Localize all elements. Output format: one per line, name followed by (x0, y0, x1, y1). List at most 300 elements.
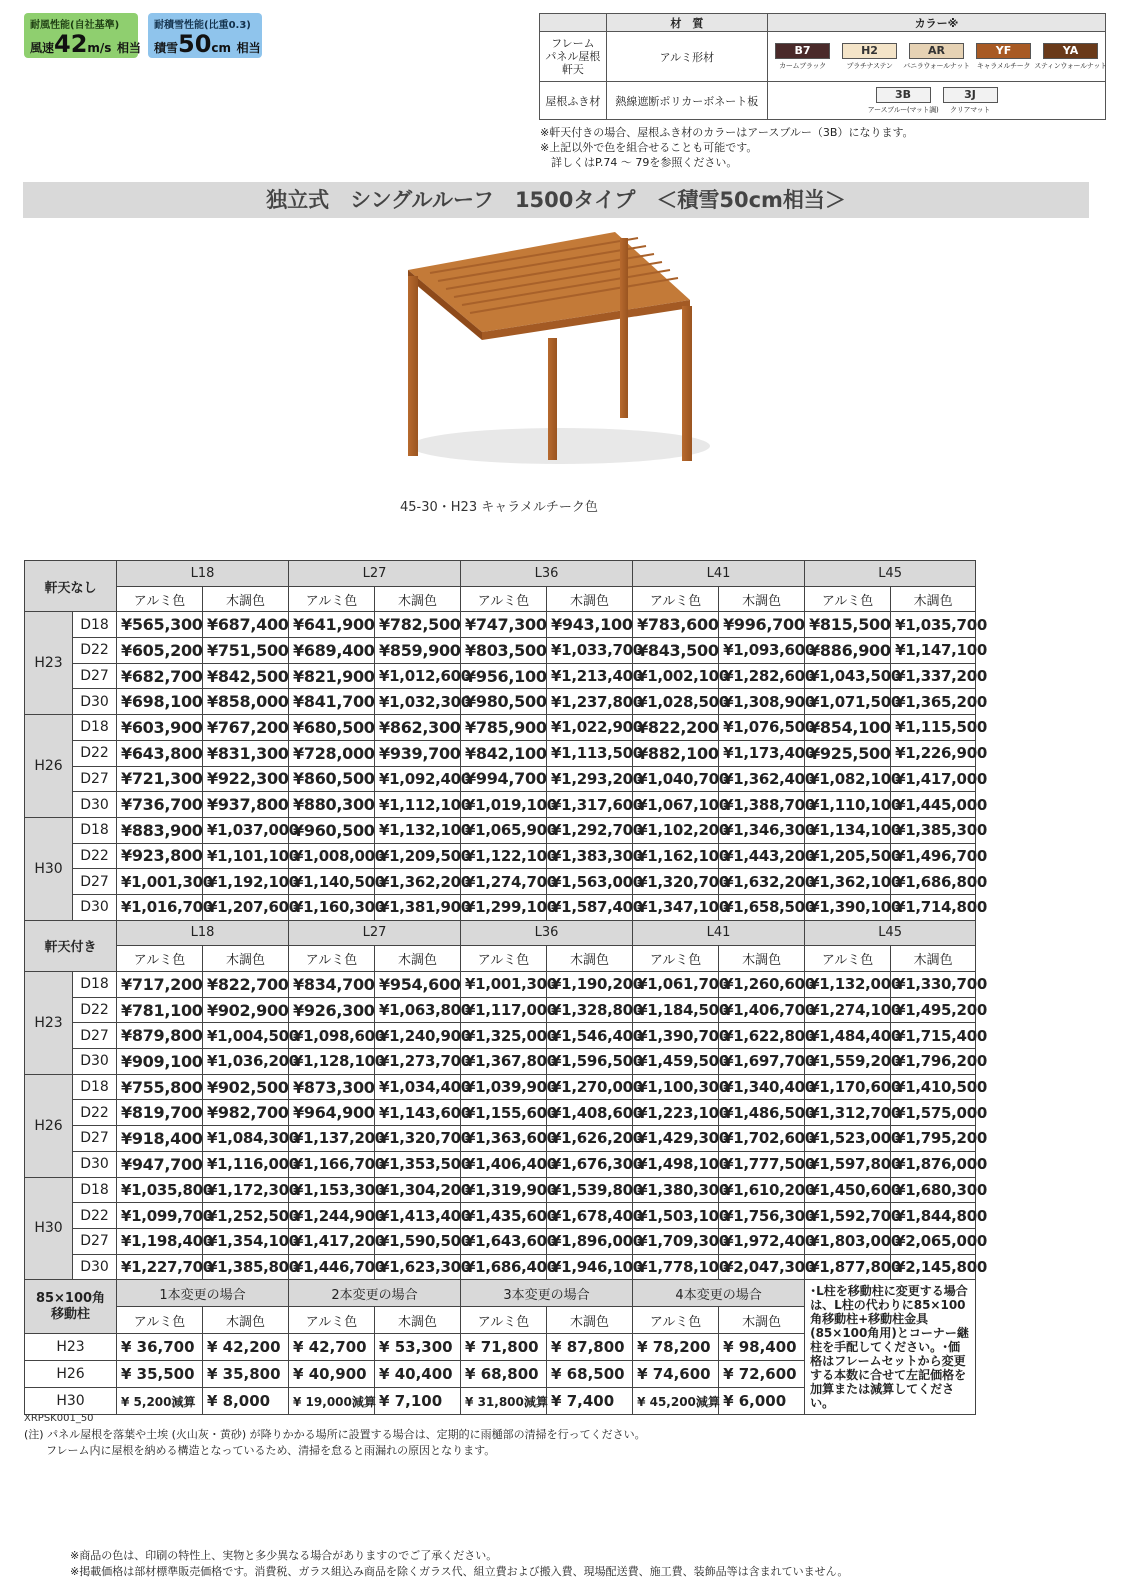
price-cell: ¥815,500 (805, 612, 891, 638)
price-cell: ¥781,100 (117, 997, 203, 1023)
price-cell: ¥605,200 (117, 638, 203, 664)
price-cell: ¥1,596,500 (547, 1049, 633, 1075)
price-cell: ¥717,200 (117, 972, 203, 998)
price-cell: ¥943,100 (547, 612, 633, 638)
price-cell: ¥1,417,200 (289, 1228, 375, 1254)
price-cell: ¥1,092,400 (375, 766, 461, 792)
moving-post-note: ･L柱を移動柱に変更する場合は、L柱の代わりに85×100角移動柱+移動柱金具(85×100角用)とコーナー継柱を手配してください。･価格はフレームセットから変更する本数に合せて左記価格を加算または減算してください。 (805, 1280, 976, 1415)
height-label: H26 (25, 1074, 73, 1177)
price-cell: ¥1,702,600 (719, 1126, 805, 1152)
price-cell: ¥1,896,000 (547, 1228, 633, 1254)
price-cell: ¥1,067,100 (633, 792, 719, 818)
image-caption: 45-30・H23 キャラメルチーク色 (400, 500, 598, 515)
price-cell: ¥1,390,100 (805, 894, 891, 920)
depth-label: D30 (73, 894, 117, 920)
price-cell: ¥1,446,700 (289, 1254, 375, 1280)
alumi-color-header: アルミ色 (289, 946, 375, 972)
price-cell: ¥947,700 (117, 1151, 203, 1177)
price-cell: ¥1,319,900 (461, 1177, 547, 1203)
post-price-cell: ¥ 72,600 (719, 1361, 805, 1388)
price-cell: ¥1,778,100 (633, 1254, 719, 1280)
price-cell: ¥1,035,800 (117, 1177, 203, 1203)
price-cell: ¥925,500 (805, 740, 891, 766)
price-cell: ¥1,380,300 (633, 1177, 719, 1203)
price-cell: ¥1,115,500 (891, 715, 976, 741)
wood-color-header: 木調色 (719, 1307, 805, 1334)
price-cell: ¥1,039,900 (461, 1074, 547, 1100)
price-cell: ¥1,061,700 (633, 972, 719, 998)
price-cell: ¥831,300 (203, 740, 289, 766)
price-cell: ¥1,946,100 (547, 1254, 633, 1280)
table-row (25, 997, 976, 1023)
price-cell: ¥1,388,700 (719, 792, 805, 818)
price-cell: ¥1,065,900 (461, 817, 547, 843)
price-cell: ¥1,795,200 (891, 1126, 976, 1152)
price-cell: ¥783,600 (633, 612, 719, 638)
price-cell: ¥1,076,500 (719, 715, 805, 741)
post-price-cell: ¥ 8,000 (203, 1388, 289, 1415)
color-swatch: H2 (842, 43, 897, 59)
price-cell: ¥873,300 (289, 1074, 375, 1100)
price-cell: ¥1,346,300 (719, 817, 805, 843)
length-header: L18 (117, 920, 289, 946)
length-header: L41 (633, 920, 805, 946)
alumi-color-header: アルミ色 (633, 946, 719, 972)
post-price-cell: ¥ 45,200減算 (633, 1388, 719, 1415)
price-cell: ¥1,147,100 (891, 638, 976, 664)
price-cell: ¥1,155,600 (461, 1100, 547, 1126)
depth-label: D27 (73, 1126, 117, 1152)
color-swatch: 3B (876, 87, 931, 103)
price-cell: ¥1,223,100 (633, 1100, 719, 1126)
height-label: H26 (25, 1361, 117, 1388)
price-cell: ¥880,300 (289, 792, 375, 818)
table-row (25, 740, 976, 766)
price-cell: ¥1,036,200 (203, 1049, 289, 1075)
price-cell: ¥1,071,500 (805, 689, 891, 715)
table-row (25, 1023, 976, 1049)
color-header: カラー※ (768, 14, 1106, 32)
depth-label: D22 (73, 1203, 117, 1229)
depth-label: D18 (73, 715, 117, 741)
price-cell: ¥1,122,100 (461, 843, 547, 869)
price-cell: ¥1,592,700 (805, 1203, 891, 1229)
price-cell: ¥1,429,300 (633, 1126, 719, 1152)
price-cell: ¥1,340,400 (719, 1074, 805, 1100)
price-cell: ¥767,200 (203, 715, 289, 741)
price-cell: ¥956,100 (461, 663, 547, 689)
price-cell: ¥1,143,600 (375, 1100, 461, 1126)
color-swatch: 3J (943, 87, 998, 103)
table-row (25, 972, 976, 998)
table-row (25, 1228, 976, 1254)
wood-color-header: 木調色 (375, 946, 461, 972)
snow-prefix: 積雪 (154, 41, 179, 55)
post-price-cell: ¥ 35,800 (203, 1361, 289, 1388)
color-name: プラチナステン (846, 61, 893, 70)
price-cell: ¥2,065,000 (891, 1228, 976, 1254)
alumi-color-header: アルミ色 (117, 1307, 203, 1334)
price-cell: ¥1,172,300 (203, 1177, 289, 1203)
footer-notes: ※商品の色は、印刷の特性上、実物と多少異なる場合がありますのでご了承ください。 ※掲載価格は部材標準販売価格です。消費税、ガラス組込み商品を除くガラス代、組立費および搬入費、現場配送費、施工費、装飾品等は含まれていません。 (70, 1549, 849, 1578)
price-cell: ¥1,012,600 (375, 663, 461, 689)
price-cell: ¥1,274,100 (805, 997, 891, 1023)
wood-color-header: 木調色 (719, 946, 805, 972)
price-cell: ¥1,270,000 (547, 1074, 633, 1100)
price-cell: ¥1,128,100 (289, 1049, 375, 1075)
length-header: L45 (805, 561, 976, 587)
price-cell: ¥1,523,000 (805, 1126, 891, 1152)
alumi-color-header: アルミ色 (633, 1307, 719, 1334)
pergola-product-image (390, 228, 720, 488)
price-cell: ¥1,162,100 (633, 843, 719, 869)
price-cell: ¥1,192,100 (203, 869, 289, 895)
color-chip-yf (974, 43, 1034, 71)
price-cell: ¥909,100 (117, 1049, 203, 1075)
price-cell: ¥1,209,500 (375, 843, 461, 869)
price-cell: ¥1,093,600 (719, 638, 805, 664)
price-cell: ¥923,800 (117, 843, 203, 869)
price-cell: ¥1,539,800 (547, 1177, 633, 1203)
wood-color-header: 木調色 (547, 1307, 633, 1334)
section-title: 独立式 シングルルーフ 1500タイプ ＜積雪50cm相当＞ (23, 182, 1089, 218)
price-cell: ¥882,100 (633, 740, 719, 766)
document-code: XRPSK001_50 (24, 1413, 94, 1424)
price-cell: ¥1,205,500 (805, 843, 891, 869)
price-cell: ¥1,132,100 (375, 817, 461, 843)
color-chip-h2 (840, 43, 900, 71)
length-header: L41 (633, 561, 805, 587)
price-cell: ¥1,113,500 (547, 740, 633, 766)
table-row (25, 1126, 976, 1152)
price-cell: ¥1,102,200 (633, 817, 719, 843)
price-cell: ¥960,500 (289, 817, 375, 843)
price-cell: ¥994,700 (461, 766, 547, 792)
post-price-cell: ¥ 74,600 (633, 1361, 719, 1388)
price-cell: ¥1,626,200 (547, 1126, 633, 1152)
post-price-cell: ¥ 53,300 (375, 1334, 461, 1361)
price-cell: ¥1,390,700 (633, 1023, 719, 1049)
price-cell: ¥1,484,400 (805, 1023, 891, 1049)
roof-material: 熱線遮断ポリカーボネート板 (606, 82, 767, 120)
post-price-cell: ¥ 19,000減算 (289, 1388, 375, 1415)
price-cell: ¥821,900 (289, 663, 375, 689)
price-cell: ¥1,610,200 (719, 1177, 805, 1203)
color-chip-ar (903, 43, 970, 71)
color-swatch: AR (909, 43, 964, 59)
price-cell: ¥996,700 (719, 612, 805, 638)
price-cell: ¥682,700 (117, 663, 203, 689)
price-cell: ¥1,293,200 (547, 766, 633, 792)
wood-color-header: 木調色 (375, 586, 461, 612)
price-cell: ¥1,100,300 (633, 1074, 719, 1100)
depth-label: D22 (73, 1100, 117, 1126)
post-change-header: 4本変更の場合 (633, 1280, 805, 1307)
price-cell: ¥1,622,800 (719, 1023, 805, 1049)
frame-material: アルミ形材 (606, 32, 767, 82)
caution-note-2: フレーム内に屋根を納める構造となっているため、清掃を怠ると雨漏れの原因となります。 (46, 1444, 496, 1457)
price-cell: ¥1,166,700 (289, 1151, 375, 1177)
price-cell: ¥1,383,300 (547, 843, 633, 869)
table-row (25, 1049, 976, 1075)
price-cell: ¥1,198,400 (117, 1228, 203, 1254)
table-row (25, 766, 976, 792)
price-cell: ¥1,354,100 (203, 1228, 289, 1254)
price-cell: ¥1,140,500 (289, 869, 375, 895)
alumi-color-header: アルミ色 (805, 946, 891, 972)
wind-badge-title: 耐風性能(自社基準) (30, 20, 120, 31)
color-swatch: YF (976, 43, 1031, 59)
price-cell: ¥1,362,200 (375, 869, 461, 895)
caution-note: (注) パネル屋根を落葉や土埃 (火山灰・黄砂) が降りかかる場所に設置する場合は、定期的に雨樋部の清掃を行ってください。 (24, 1428, 646, 1441)
price-cell: ¥1,063,800 (375, 997, 461, 1023)
height-label: H23 (25, 972, 73, 1075)
price-cell: ¥1,004,500 (203, 1023, 289, 1049)
post-change-header: 1本変更の場合 (117, 1280, 289, 1307)
depth-label: D27 (73, 663, 117, 689)
price-cell: ¥728,000 (289, 740, 375, 766)
depth-label: D22 (73, 740, 117, 766)
post-price-cell: ¥ 78,200 (633, 1334, 719, 1361)
price-cell: ¥1,623,300 (375, 1254, 461, 1280)
price-cell: ¥954,600 (375, 972, 461, 998)
price-cell: ¥1,184,500 (633, 997, 719, 1023)
alumi-color-header: アルミ色 (461, 586, 547, 612)
depth-label: D30 (73, 1151, 117, 1177)
color-name: スティンウォールナット (1034, 61, 1107, 70)
price-cell: ¥1,034,400 (375, 1074, 461, 1100)
price-cell: ¥1,008,000 (289, 843, 375, 869)
alumi-color-header: アルミ色 (805, 586, 891, 612)
price-cell: ¥1,353,500 (375, 1151, 461, 1177)
price-cell: ¥689,400 (289, 638, 375, 664)
price-cell: ¥902,500 (203, 1074, 289, 1100)
length-header: L18 (117, 561, 289, 587)
price-table (24, 560, 987, 1415)
color-name: クリアマット (950, 105, 990, 114)
price-cell: ¥1,362,400 (719, 766, 805, 792)
price-cell: ¥1,347,100 (633, 894, 719, 920)
price-cell: ¥1,498,100 (633, 1151, 719, 1177)
height-label: H30 (25, 1177, 73, 1280)
price-cell: ¥1,040,700 (633, 766, 719, 792)
table-row (25, 1151, 976, 1177)
color-name: キャラメルチーク (976, 61, 1031, 70)
price-cell: ¥1,299,100 (461, 894, 547, 920)
price-cell: ¥721,300 (117, 766, 203, 792)
table-row (25, 638, 976, 664)
price-cell: ¥1,237,800 (547, 689, 633, 715)
price-cell: ¥1,317,600 (547, 792, 633, 818)
depth-label: D30 (73, 792, 117, 818)
depth-label: D22 (73, 997, 117, 1023)
price-cell: ¥819,700 (117, 1100, 203, 1126)
price-cell: ¥1,443,200 (719, 843, 805, 869)
price-cell: ¥1,022,900 (547, 715, 633, 741)
price-cell: ¥1,413,400 (375, 1203, 461, 1229)
table-row (25, 1177, 976, 1203)
price-cell: ¥1,435,600 (461, 1203, 547, 1229)
alumi-color-header: アルミ色 (633, 586, 719, 612)
price-cell: ¥1,325,000 (461, 1023, 547, 1049)
wood-color-header: 木調色 (203, 1307, 289, 1334)
price-cell: ¥1,417,000 (891, 766, 976, 792)
price-cell: ¥1,308,900 (719, 689, 805, 715)
price-cell: ¥1,240,900 (375, 1023, 461, 1049)
price-cell: ¥1,304,200 (375, 1177, 461, 1203)
price-cell: ¥982,700 (203, 1100, 289, 1126)
material-color-table (539, 13, 1106, 120)
price-cell: ¥1,587,400 (547, 894, 633, 920)
price-cell: ¥680,500 (289, 715, 375, 741)
price-cell: ¥565,300 (117, 612, 203, 638)
roof-color-swatches (768, 87, 1105, 115)
price-cell: ¥785,900 (461, 715, 547, 741)
depth-label: D18 (73, 1177, 117, 1203)
alumi-color-header: アルミ色 (461, 946, 547, 972)
price-cell: ¥939,700 (375, 740, 461, 766)
wood-color-header: 木調色 (547, 586, 633, 612)
height-label: H26 (25, 715, 73, 818)
price-cell: ¥1,043,500 (805, 663, 891, 689)
price-cell: ¥2,047,300 (719, 1254, 805, 1280)
depth-label: D30 (73, 1254, 117, 1280)
alumi-color-header: アルミ色 (289, 1307, 375, 1334)
price-cell: ¥1,450,600 (805, 1177, 891, 1203)
price-cell: ¥1,459,500 (633, 1049, 719, 1075)
price-cell: ¥1,632,200 (719, 869, 805, 895)
depth-label: D18 (73, 972, 117, 998)
price-cell: ¥937,800 (203, 792, 289, 818)
price-cell: ¥1,597,800 (805, 1151, 891, 1177)
table-row (25, 1203, 976, 1229)
price-cell: ¥1,226,900 (891, 740, 976, 766)
frame-color-swatches (768, 43, 1105, 71)
price-cell: ¥1,282,600 (719, 663, 805, 689)
price-cell: ¥1,170,600 (805, 1074, 891, 1100)
depth-label: D27 (73, 1228, 117, 1254)
price-cell: ¥1,312,700 (805, 1100, 891, 1126)
price-cell: ¥918,400 (117, 1126, 203, 1152)
length-header: L45 (805, 920, 976, 946)
price-cell: ¥782,500 (375, 612, 461, 638)
depth-label: D30 (73, 1049, 117, 1075)
price-cell: ¥854,100 (805, 715, 891, 741)
price-cell: ¥1,495,200 (891, 997, 976, 1023)
price-cell: ¥1,016,700 (117, 894, 203, 920)
price-cell: ¥922,300 (203, 766, 289, 792)
post-price-cell: ¥ 5,200減算 (117, 1388, 203, 1415)
price-cell: ¥859,900 (375, 638, 461, 664)
price-cell: ¥1,320,700 (375, 1126, 461, 1152)
post-price-cell: ¥ 68,800 (461, 1361, 547, 1388)
price-cell: ¥1,803,000 (805, 1228, 891, 1254)
moving-post-header: 85×100角 移動柱 (25, 1280, 117, 1334)
price-cell: ¥1,658,500 (719, 894, 805, 920)
section-no-soffit: 軒天なし (25, 561, 117, 612)
depth-label: D30 (73, 689, 117, 715)
post-price-cell: ¥ 42,700 (289, 1334, 375, 1361)
price-cell: ¥1,032,300 (375, 689, 461, 715)
price-cell: ¥1,756,300 (719, 1203, 805, 1229)
price-cell: ¥1,503,100 (633, 1203, 719, 1229)
price-cell: ¥1,337,200 (891, 663, 976, 689)
height-label: H23 (25, 612, 73, 715)
price-cell: ¥886,900 (805, 638, 891, 664)
depth-label: D18 (73, 612, 117, 638)
price-cell: ¥1,002,100 (633, 663, 719, 689)
depth-label: D18 (73, 1074, 117, 1100)
material-header: 材 質 (606, 14, 767, 32)
price-cell: ¥2,145,800 (891, 1254, 976, 1280)
price-cell: ¥1,101,100 (203, 843, 289, 869)
price-cell: ¥1,796,200 (891, 1049, 976, 1075)
price-cell: ¥1,160,300 (289, 894, 375, 920)
price-cell: ¥1,227,700 (117, 1254, 203, 1280)
price-cell: ¥834,700 (289, 972, 375, 998)
price-cell: ¥1,714,800 (891, 894, 976, 920)
table-row (25, 894, 976, 920)
price-cell: ¥1,035,700 (891, 612, 976, 638)
depth-label: D22 (73, 843, 117, 869)
price-cell: ¥1,112,100 (375, 792, 461, 818)
section-with-soffit: 軒天付き (25, 920, 117, 971)
table-row (25, 1254, 976, 1280)
price-cell: ¥1,019,100 (461, 792, 547, 818)
color-name: カームブラック (779, 61, 826, 70)
post-price-cell: ¥ 40,900 (289, 1361, 375, 1388)
price-cell: ¥1,037,000 (203, 817, 289, 843)
price-cell: ¥1,381,900 (375, 894, 461, 920)
price-cell: ¥1,244,900 (289, 1203, 375, 1229)
price-cell: ¥1,777,500 (719, 1151, 805, 1177)
price-cell: ¥1,686,800 (891, 869, 976, 895)
price-cell: ¥1,686,400 (461, 1254, 547, 1280)
material-notes: ※軒天付きの場合、屋根ふき材のカラーはアースブルー（3B）になります。 ※上記以外で色を組合せることも可能です。 詳しくはP.74 ～ 79を参照ください。 (540, 126, 914, 169)
price-cell: ¥860,500 (289, 766, 375, 792)
alumi-color-header: アルミ色 (117, 586, 203, 612)
price-cell: ¥803,500 (461, 638, 547, 664)
price-cell: ¥1,678,400 (547, 1203, 633, 1229)
price-cell: ¥1,084,300 (203, 1126, 289, 1152)
price-cell: ¥1,274,700 (461, 869, 547, 895)
length-header: L36 (461, 920, 633, 946)
wind-value: 42 (54, 30, 88, 58)
color-chip-b7 (773, 43, 833, 71)
table-row (25, 715, 976, 741)
color-name: アースブルー(マット調) (867, 105, 939, 114)
alumi-color-header: アルミ色 (289, 586, 375, 612)
length-header: L27 (289, 561, 461, 587)
price-cell: ¥1,110,100 (805, 792, 891, 818)
price-cell: ¥841,700 (289, 689, 375, 715)
snow-suffix: 相当 (236, 41, 261, 55)
price-cell: ¥1,877,800 (805, 1254, 891, 1280)
price-cell: ¥687,400 (203, 612, 289, 638)
post-change-header: 3本変更の場合 (461, 1280, 633, 1307)
post-price-cell: ¥ 71,800 (461, 1334, 547, 1361)
price-cell: ¥736,700 (117, 792, 203, 818)
price-cell: ¥1,033,700 (547, 638, 633, 664)
price-cell: ¥1,117,000 (461, 997, 547, 1023)
wind-suffix: 相当 (117, 41, 142, 55)
table-row (25, 843, 976, 869)
post-price-cell: ¥ 98,400 (719, 1334, 805, 1361)
depth-label: D22 (73, 638, 117, 664)
price-cell: ¥1,697,700 (719, 1049, 805, 1075)
price-cell: ¥1,330,700 (891, 972, 976, 998)
price-cell: ¥1,709,300 (633, 1228, 719, 1254)
